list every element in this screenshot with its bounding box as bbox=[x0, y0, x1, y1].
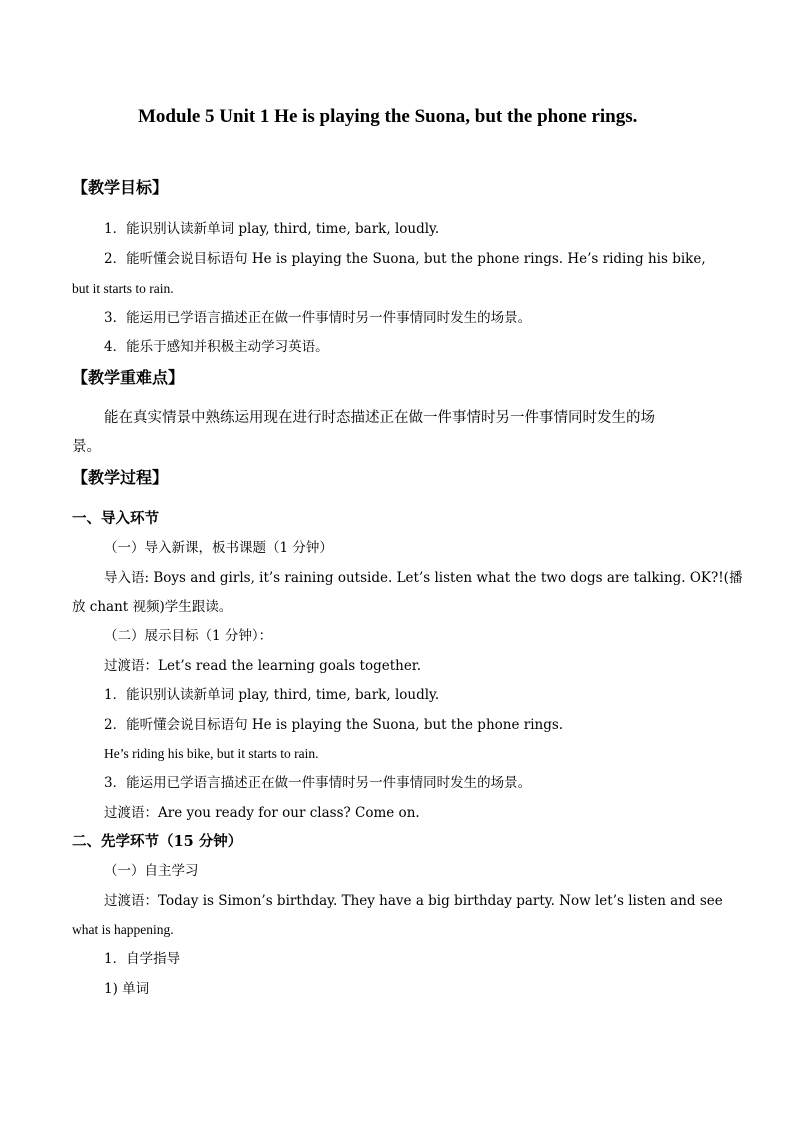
heading-teaching-goals: 【教学目标】 bbox=[72, 178, 169, 197]
goal-item-4: 4．能乐于感知并积极主动学习英语。 bbox=[104, 339, 329, 355]
document-title: Module 5 Unit 1 He is playing the Suona, but the phone rings. bbox=[138, 106, 638, 127]
subsection-show-goals: （二）展示目标（1 分钟）： bbox=[104, 628, 273, 644]
transition-2: 过渡语：Are you ready for our class? Come on. bbox=[104, 805, 420, 821]
transition-3-cont: what is happening. bbox=[72, 922, 174, 937]
section-intro: 一、导入环节 bbox=[72, 510, 159, 527]
goal-item-2-cont: but it starts to rain. bbox=[72, 281, 174, 296]
transition-1: 过渡语：Let’s read the learning goals together. bbox=[104, 658, 422, 674]
transition-3: 过渡语：Today is Simon’s birthday. They have a big birthday party. Now let’s listen and see bbox=[104, 893, 723, 909]
heading-teaching-process: 【教学过程】 bbox=[72, 468, 169, 487]
section-prelearning: 二、先学环节（15 分钟） bbox=[72, 833, 243, 850]
heading-key-points: 【教学重难点】 bbox=[72, 368, 185, 387]
intro-speech: 导入语: Boys and girls, it’s raining outside. Let’s listen what the two dogs are talking. OK?!(播 bbox=[104, 570, 743, 586]
subsection-new-lesson: （一）导入新课，板书课题（1 分钟） bbox=[104, 540, 333, 556]
intro-speech-cont: 放 chant 视频)学生跟读。 bbox=[72, 599, 233, 615]
goal-item-1: 1．能识别认读新单词 play, third, time, bark, loudly. bbox=[104, 221, 440, 237]
self-study-guide: 1．自学指导 bbox=[104, 951, 181, 967]
key-points-text: 能在真实情景中熟练运用现在进行时态描述正在做一件事情时另一件事情同时发生的场 bbox=[104, 410, 655, 426]
repeat-goal-3: 3．能运用已学语言描述正在做一件事情时另一件事情同时发生的场景。 bbox=[104, 775, 532, 791]
subsection-self-study: （一）自主学习 bbox=[104, 863, 199, 879]
repeat-goal-1: 1．能识别认读新单词 play, third, time, bark, loudly. bbox=[104, 687, 440, 703]
repeat-goal-2: 2．能听懂会说目标语句 He is playing the Suona, but the phone rings. bbox=[104, 717, 564, 733]
repeat-goal-2-cont: He’s riding his bike, but it starts to rain. bbox=[104, 746, 319, 761]
guide-words: 1) 单词 bbox=[104, 981, 150, 997]
goal-item-3: 3．能运用已学语言描述正在做一件事情时另一件事情同时发生的场景。 bbox=[104, 310, 532, 326]
key-points-text-cont: 景。 bbox=[72, 439, 101, 455]
goal-item-2: 2．能听懂会说目标语句 He is playing the Suona, but the phone rings. He’s riding his bike, bbox=[104, 251, 706, 267]
